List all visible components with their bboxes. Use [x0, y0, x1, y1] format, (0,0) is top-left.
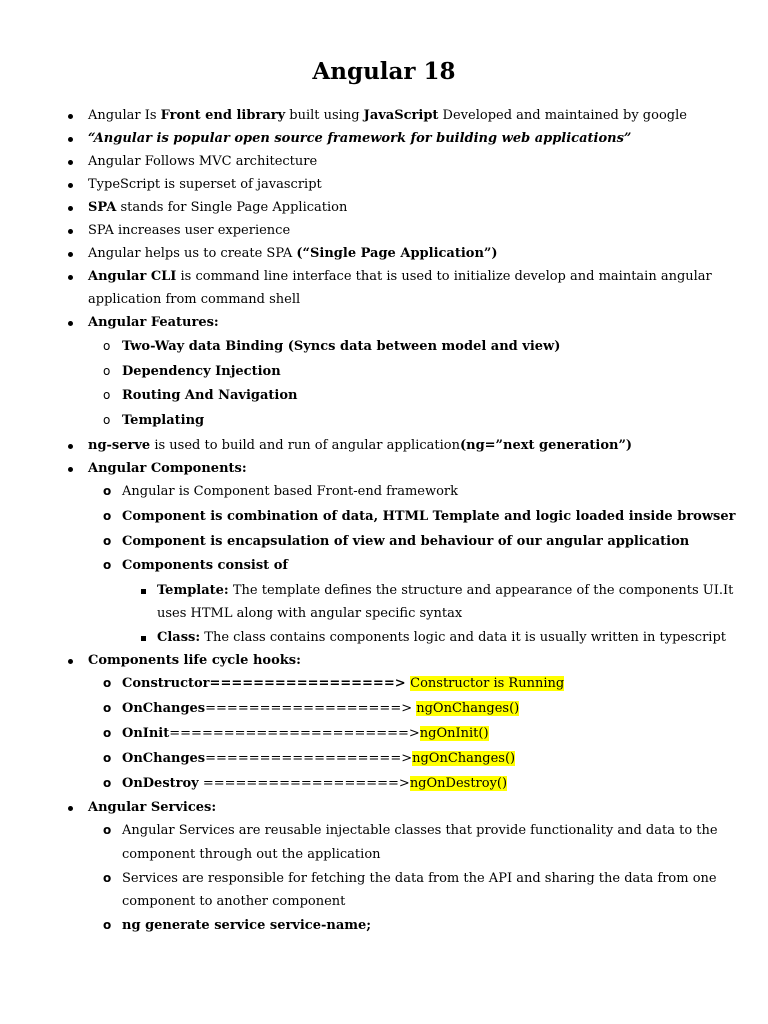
- sub-list-item-continuation: component to another component: [122, 894, 346, 909]
- square-bullet-icon: [141, 582, 146, 599]
- hook-item: OnChanges==================> ngOnChanges(): [122, 701, 520, 716]
- sub-list-item: Components consist of: [122, 558, 288, 573]
- sub-list-item: Services are responsible for fetching the data from the API and sharing the data from one: [122, 871, 717, 886]
- page-title: Angular 18: [312, 58, 456, 85]
- highlighted-text: ngOnChanges(): [416, 701, 520, 716]
- circle-bullet-icon: o: [103, 726, 112, 740]
- circle-bullet-icon: o: [103, 701, 112, 715]
- sub-list-item: Templating: [122, 413, 205, 428]
- circle-bullet-icon: o: [103, 364, 111, 378]
- highlighted-text: Constructor is Running: [410, 676, 565, 691]
- list-item-continuation: application from command shell: [88, 292, 301, 307]
- sub-list-item: Component is encapsulation of view and behaviour of our angular application: [122, 534, 690, 549]
- list-item: Angular helps us to create SPA (“Single Page Application”): [88, 246, 498, 261]
- list-item: Components life cycle hooks:: [88, 653, 301, 668]
- list-item: ng-serve is used to build and run of angular application(ng=”next generation”): [88, 438, 633, 453]
- list-item: Angular CLI is command line interface that is used to initialize develop and maintain angular: [88, 269, 712, 284]
- circle-bullet-icon: o: [103, 534, 112, 548]
- sub-list-item: Routing And Navigation: [122, 388, 298, 403]
- hook-item: OnChanges==================>ngOnChanges(): [122, 751, 516, 766]
- list-item: Angular Components:: [88, 461, 247, 476]
- circle-bullet-icon: o: [103, 871, 112, 885]
- list-item: “Angular is popular open source framework for building web applications”: [88, 131, 632, 146]
- circle-bullet-icon: o: [103, 918, 112, 932]
- bullet-icon: [68, 268, 73, 285]
- circle-bullet-icon: o: [103, 339, 111, 353]
- highlighted-text: ngOnChanges(): [412, 751, 516, 766]
- sub-list-item: Two-Way data Binding (Syncs data between model and view): [122, 339, 561, 354]
- bullet-icon: [68, 245, 73, 262]
- list-item: Angular Services:: [88, 800, 217, 815]
- sub-list-item: Angular is Component based Front-end framework: [122, 484, 459, 499]
- bullet-icon: [68, 437, 73, 454]
- circle-bullet-icon: o: [103, 558, 112, 572]
- square-bullet-icon: [141, 629, 146, 646]
- sub-list-item: ng generate service service-name;: [122, 918, 372, 933]
- sub-sub-list-item-continuation: uses HTML along with angular specific syntax: [157, 606, 463, 621]
- hook-item: OnInit======================>ngOnInit(): [122, 726, 489, 741]
- circle-bullet-icon: o: [103, 676, 112, 690]
- sub-list-item: Dependency Injection: [122, 364, 281, 379]
- circle-bullet-icon: o: [103, 484, 112, 498]
- circle-bullet-icon: o: [103, 509, 112, 523]
- sub-list-item-continuation: component through out the application: [122, 847, 381, 862]
- bullet-icon: [68, 799, 73, 816]
- list-item: Angular Features:: [88, 315, 219, 330]
- bullet-icon: [68, 199, 73, 216]
- list-item: Angular Is Front end library built using JavaScript Developed and maintained by google: [88, 108, 687, 123]
- sub-list-item: Angular Services are reusable injectable classes that provide functionality and data to the: [122, 823, 718, 838]
- list-item: Angular Follows MVC architecture: [88, 154, 318, 169]
- bullet-icon: [68, 222, 73, 239]
- hook-item: Constructor=================> Constructor is Running: [122, 676, 565, 691]
- sub-sub-list-item: Class: The class contains components logic and data it is usually written in typescript: [157, 630, 726, 645]
- list-item: SPA stands for Single Page Application: [88, 200, 348, 215]
- circle-bullet-icon: o: [103, 388, 111, 402]
- bullet-icon: [68, 130, 73, 147]
- sub-list-item: Component is combination of data, HTML Template and logic loaded inside browser: [122, 509, 736, 524]
- bullet-icon: [68, 314, 73, 331]
- circle-bullet-icon: o: [103, 776, 112, 790]
- bullet-icon: [68, 107, 73, 124]
- list-item: TypeScript is superset of javascript: [88, 177, 322, 192]
- circle-bullet-icon: o: [103, 751, 112, 765]
- bullet-icon: [68, 652, 73, 669]
- highlighted-text: ngOnDestroy(): [409, 776, 508, 791]
- bullet-icon: [68, 460, 73, 477]
- list-item: SPA increases user experience: [88, 223, 291, 238]
- sub-sub-list-item: Template: The template defines the structure and appearance of the components UI.It: [157, 583, 734, 598]
- hook-item: OnDestroy ==================>ngOnDestroy(): [122, 776, 508, 791]
- circle-bullet-icon: o: [103, 823, 112, 837]
- circle-bullet-icon: o: [103, 413, 111, 427]
- bullet-icon: [68, 153, 73, 170]
- highlighted-text: ngOnInit(): [419, 726, 489, 741]
- bullet-icon: [68, 176, 73, 193]
